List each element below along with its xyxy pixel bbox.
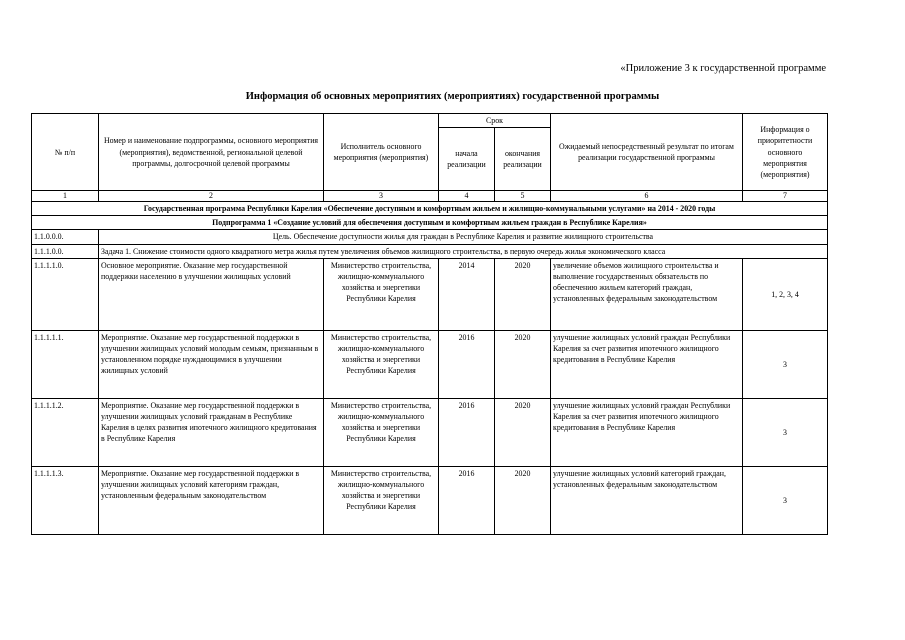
- row-num: 1.1.1.1.2.: [32, 398, 99, 466]
- row-num: 1.1.1.1.0.: [32, 258, 99, 330]
- row-executor: Министерство строительства, жилищно-коммунального хозяйства и энергетики Республики Карелия: [324, 398, 439, 466]
- row-result: увеличение объемов жилищного строительства и выполнение государственных обязательств по обеспечению жильем категорий граждан, установленных федеральным законодательством: [551, 258, 743, 330]
- header-executor: Исполнитель основного мероприятия (мероприятия): [324, 114, 439, 191]
- row-start: 2014: [439, 258, 495, 330]
- header-end: окончания реализации: [495, 128, 551, 191]
- row-end: 2020: [495, 466, 551, 534]
- row-num: 1.1.1.1.1.: [32, 330, 99, 398]
- table-row: [32, 398, 828, 466]
- row-num: 1.1.1.1.3.: [32, 466, 99, 534]
- table-row: [32, 466, 828, 534]
- row-end: 2020: [495, 398, 551, 466]
- header-term: Срок: [439, 114, 551, 128]
- table-row: [32, 258, 828, 330]
- task-num: 1.1.1.0.0.: [32, 244, 99, 258]
- header-name: Номер и наименование подпрограммы, основного мероприятия (мероприятия), ведомственной, региональной целевой программы, долгосрочной целевой программы: [99, 114, 324, 191]
- row-executor: Министерство строительства, жилищно-коммунального хозяйства и энергетики Республики Карелия: [324, 330, 439, 398]
- row-name: Мероприятие. Оказание мер государственной поддержки в улучшении жилищных условий молодым семьям, признанным в установленном порядке нуждающимися в улучшении жилищных условий: [99, 330, 324, 398]
- col-number: 3: [324, 191, 439, 202]
- row-name: Мероприятие. Оказание мер государственной поддержки в улучшении жилищных условий категориям граждан, установленным федеральным законодательством: [99, 466, 324, 534]
- row-executor: Министерство строительства, жилищно-коммунального хозяйства и энергетики Республики Карелия: [324, 258, 439, 330]
- row-result: улучшение жилищных условий категорий граждан, установленных федеральным законодательством: [551, 466, 743, 534]
- col-number: 2: [99, 191, 324, 202]
- header-result: Ожидаемый непосредственный результат по итогам реализации государственной программы: [551, 114, 743, 191]
- row-start: 2016: [439, 398, 495, 466]
- row-end: 2020: [495, 258, 551, 330]
- row-name: Основное мероприятие. Оказание мер государственной поддержки населению в улучшении жилищных условий: [99, 258, 324, 330]
- row-start: 2016: [439, 330, 495, 398]
- header-num: № п/п: [32, 114, 99, 191]
- row-result: улучшение жилищных условий граждан Республики Карелия за счет развития ипотечного жилищного кредитования в Республике Карелия: [551, 330, 743, 398]
- subprogram-title: Подпрограмма 1 «Создание условий для обеспечения доступным и комфортным жильем граждан в Республике Карелия»: [32, 216, 828, 230]
- header-start: начала реализации: [439, 128, 495, 191]
- col-number: 6: [551, 191, 743, 202]
- task-text: Задача 1. Снижение стоимости одного квадратного метра жилья путем увеличения объемов жилищного строительства, в первую очередь жилья экономического класса: [99, 244, 828, 258]
- appendix-note: «Приложение 3 к государственной программе: [620, 63, 826, 74]
- row-priority: 3: [743, 466, 828, 534]
- col-number: 1: [32, 191, 99, 202]
- goal-text: Цель. Обеспечение доступности жилья для граждан в Республике Карелия и развитие жилищного строительства: [99, 230, 828, 244]
- row-priority: 1, 2, 3, 4: [743, 258, 828, 330]
- header-priority: Информация о приоритетности основного мероприятия (мероприятия): [743, 114, 828, 191]
- program-title: Государственная программа Республики Карелия «Обеспечение доступным и комфортным жильем и жилищно-коммунальными услугами» на 2014 - 2020 годы: [32, 202, 828, 216]
- col-number: 7: [743, 191, 828, 202]
- row-name: Мероприятие. Оказание мер государственной поддержки в улучшении жилищных условий гражданам в Республике Карелия в целях развития ипотечного жилищного кредитования в Республике Карелия: [99, 398, 324, 466]
- col-number: 5: [495, 191, 551, 202]
- row-start: 2016: [439, 466, 495, 534]
- row-executor: Министерство строительства, жилищно-коммунального хозяйства и энергетики Республики Карелия: [324, 466, 439, 534]
- row-priority: 3: [743, 398, 828, 466]
- table-row: [32, 330, 828, 398]
- col-number: 4: [439, 191, 495, 202]
- page-title: Информация об основных мероприятиях (мероприятиях) государственной программы: [245, 91, 660, 102]
- row-end: 2020: [495, 330, 551, 398]
- row-priority: 3: [743, 330, 828, 398]
- goal-num: 1.1.0.0.0.: [32, 230, 99, 244]
- activities-table: [31, 113, 828, 535]
- row-result: улучшение жилищных условий граждан Республики Карелия за счет развития ипотечного жилищного кредитования в Республике Карелия: [551, 398, 743, 466]
